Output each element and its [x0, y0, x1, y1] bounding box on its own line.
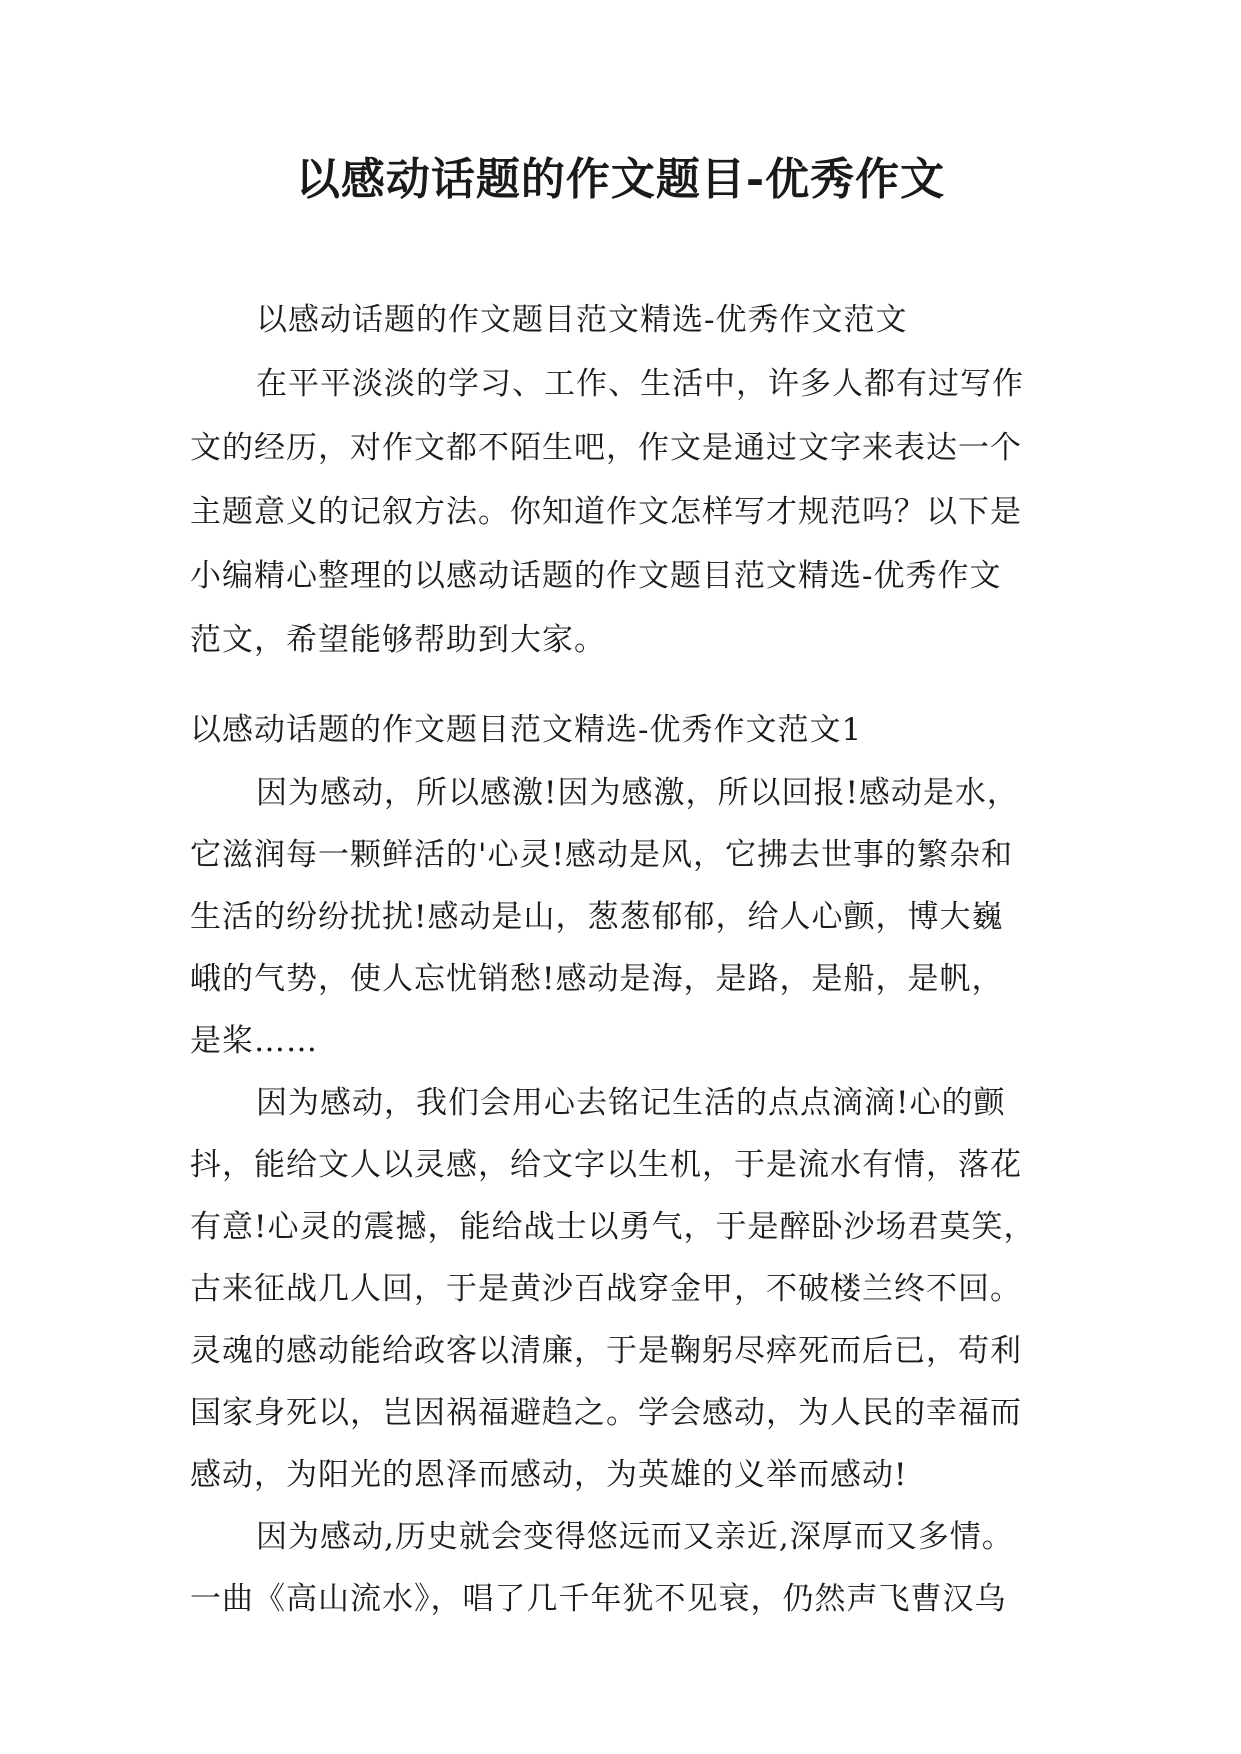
paragraph-line: 灵魂的感动能给政客以清廉，于是鞠躬尽瘁死而后已，苟利 [190, 1333, 1022, 1369]
article-paragraph [190, 762, 1050, 1072]
article-paragraph [190, 1072, 1050, 1506]
intro-line: 主题意义的记叙方法。你知道作文怎样写才规范吗？以下是 [190, 494, 1022, 530]
intro-line: 文的经历，对作文都不陌生吧，作文是通过文字来表达一个 [190, 430, 1022, 466]
article-section [190, 698, 1050, 1630]
intro-line: 范文，希望能够帮助到大家。 [190, 622, 606, 658]
paragraph-line: 因为感动，我们会用心去铭记生活的点点滴滴!心的颤 [256, 1085, 1006, 1121]
intro-line: 在平平淡淡的学习、工作、生活中，许多人都有过写作 [256, 366, 1024, 402]
intro-line: 小编精心整理的以感动话题的作文题目范文精选-优秀作文 [190, 558, 1002, 594]
paragraph-line: 一曲《高山流水》，唱了几千年犹不见衰，仍然声飞曹汉乌 [190, 1581, 1007, 1617]
paragraph-line: 国家身死以，岂因祸福避趋之。学会感动，为人民的幸福而 [190, 1395, 1022, 1431]
article-heading: 以感动话题的作文题目范文精选-优秀作文范文1 [190, 712, 863, 748]
paragraph-line: 古来征战几人回，于是黄沙百战穿金甲，不破楼兰终不回。 [190, 1271, 1022, 1307]
paragraph-line: 因为感动，所以感激!因为感激，所以回报!感动是水， [256, 775, 1019, 811]
paragraph-line: 有意!心灵的震撼，能给战士以勇气，于是醉卧沙场君莫笑， [190, 1209, 1036, 1245]
paragraph-line: 感动，为阳光的恩泽而感动，为英雄的义举而感动! [190, 1457, 908, 1493]
paragraph-line: 抖，能给文人以灵感，给文字以生机，于是流水有情，落花 [190, 1147, 1022, 1183]
intro-section [190, 288, 1050, 672]
intro-heading: 以感动话题的作文题目范文精选-优秀作文范文 [256, 302, 908, 338]
paragraph-line: 峨的气势，使人忘忧销愁!感动是海，是路，是船，是帆， [190, 961, 1004, 997]
document-title: 以感动话题的作文题目-优秀作文 [295, 154, 946, 205]
paragraph-line: 因为感动,历史就会变得悠远而又亲近,深厚而又多情。 [256, 1519, 1014, 1555]
paragraph-line: 它滋润每一颗鲜活的'心灵!感动是风，它拂去世事的繁杂和 [190, 837, 1013, 873]
paragraph-line: 生活的纷纷扰扰!感动是山，葱葱郁郁，给人心颤，博大巍 [190, 899, 1004, 935]
article-paragraph [190, 1506, 1050, 1630]
paragraph-line: 是桨…… [190, 1023, 318, 1059]
